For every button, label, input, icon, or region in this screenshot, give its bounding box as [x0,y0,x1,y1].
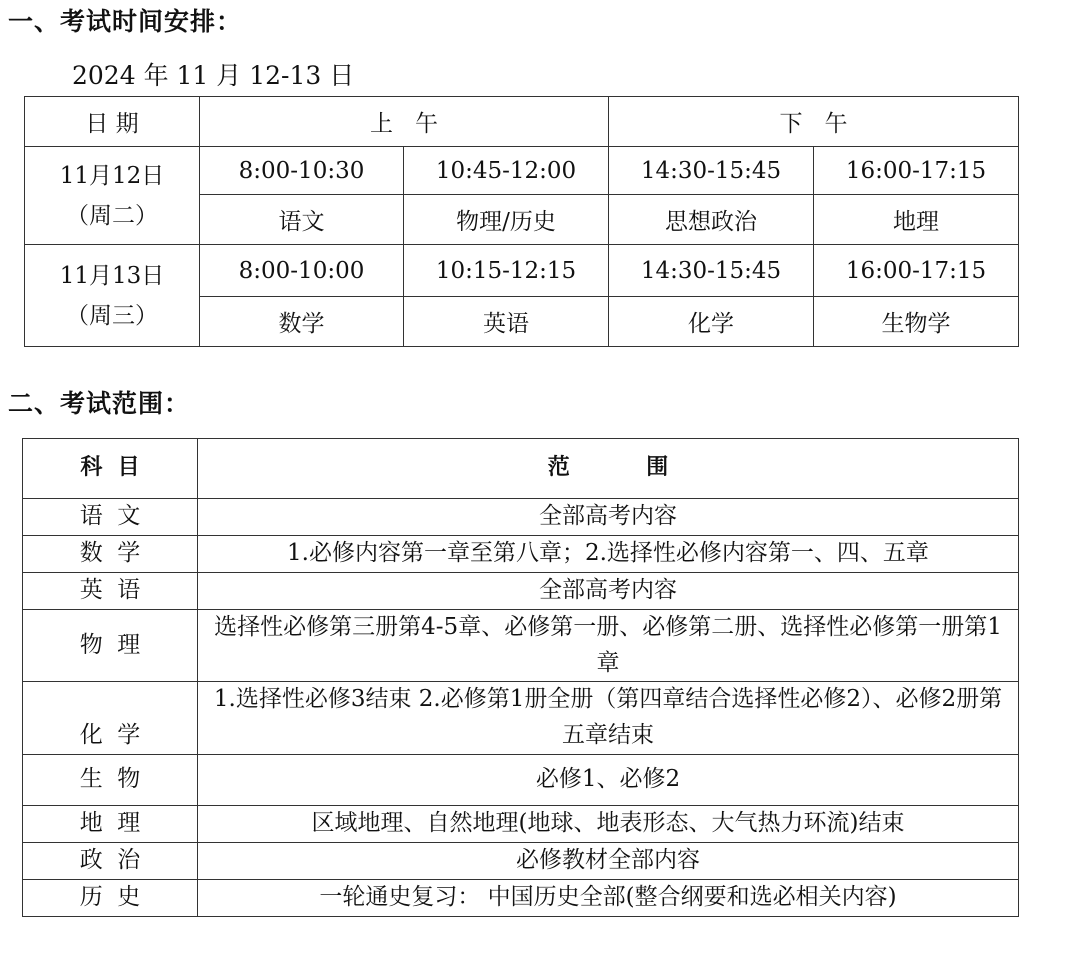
subject-name: 历 史 [23,879,198,916]
time-slot: 8:00-10:30 [200,147,404,195]
scope-text: 1.必修内容第一章至第八章；2.选择性必修内容第一、四、五章 [198,536,1019,573]
exam-scope-table [22,438,1019,917]
subject-slot: 思想政治 [609,195,814,245]
morning-header: 上 午 [200,97,609,147]
scope-row [23,842,1019,879]
subject-slot: 物理/历史 [404,195,609,245]
subject-name: 物 理 [23,610,198,682]
time-slot: 16:00-17:15 [814,245,1019,297]
schedule-header-row [25,97,1019,147]
afternoon-header: 下 午 [609,97,1019,147]
time-slot: 14:30-15:45 [609,245,814,297]
subject-slot: 地理 [814,195,1019,245]
subject-name: 化 学 [23,682,198,754]
subject-name: 数 学 [23,536,198,573]
section-2-title: 二、考试范围： [8,389,191,418]
scope-text: 1.选择性必修3结束 2.必修第1册全册（第四章结合选择性必修2）、必修2册第五章结束 [198,682,1019,754]
day-weekday: （周二） [66,202,158,229]
scope-text: 选择性必修第三册第4-5章、必修第一册、必修第二册、选择性必修第一册第1章 [198,610,1019,682]
scope-header-row [23,439,1019,499]
time-slot: 16:00-17:15 [814,147,1019,195]
scope-text: 区域地理、自然地理(地球、地表形态、大气热力环流)结束 [198,805,1019,842]
time-slot: 10:45-12:00 [404,147,609,195]
subject-name: 地 理 [23,805,198,842]
scope-row [23,682,1019,754]
day-date: 11月13日 [59,262,165,289]
section-1-title: 一、考试时间安排： [8,7,243,36]
schedule-time-row [25,147,1019,195]
time-slot: 10:15-12:15 [404,245,609,297]
time-slot: 14:30-15:45 [609,147,814,195]
subject-slot: 化学 [609,297,814,347]
date-column-header: 日 期 [25,97,200,147]
time-slot: 8:00-10:00 [200,245,404,297]
day-cell [25,245,200,347]
subject-name: 英 语 [23,573,198,610]
subject-slot: 英语 [404,297,609,347]
subject-name: 政 治 [23,842,198,879]
scope-text: 必修教材全部内容 [198,842,1019,879]
day-cell [25,147,200,245]
schedule-time-row [25,245,1019,297]
exam-date-line: 2024 年 11 月 12-13 日 [72,61,355,90]
subject-slot: 语文 [200,195,404,245]
scope-column-header: 范 围 [198,439,1019,499]
subject-column-header: 科 目 [23,439,198,499]
scope-row [23,536,1019,573]
scope-row [23,499,1019,536]
scope-row [23,754,1019,805]
subject-name: 生 物 [23,754,198,805]
scope-row [23,573,1019,610]
exam-schedule-table [24,96,1019,347]
subject-name: 语 文 [23,499,198,536]
scope-row [23,610,1019,682]
scope-row [23,805,1019,842]
scope-text: 一轮通史复习： 中国历史全部(整合纲要和选必相关内容) [198,879,1019,916]
subject-slot: 生物学 [814,297,1019,347]
scope-text: 全部高考内容 [198,499,1019,536]
scope-row [23,879,1019,916]
day-weekday: （周三） [66,302,158,329]
scope-text: 必修1、必修2 [198,754,1019,805]
scope-text: 全部高考内容 [198,573,1019,610]
subject-slot: 数学 [200,297,404,347]
day-date: 11月12日 [59,162,165,189]
